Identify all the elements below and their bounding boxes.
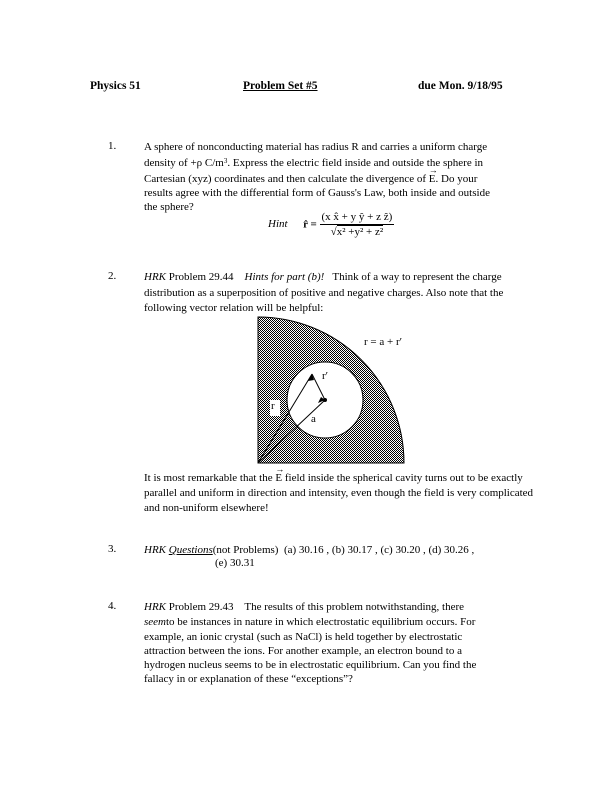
problem-4-line [144, 600, 464, 615]
label-r-prime: r′ [322, 370, 329, 382]
text: . Do your [435, 173, 478, 185]
problem-1-line [144, 172, 477, 187]
problem-3-number: 3. [108, 543, 117, 555]
problem-3-line: (e) 30.31 [215, 557, 255, 569]
hint-denominator: √x² +y² + z² [330, 226, 384, 238]
text: to be instances in nature in which electrostatic equilibrium occurs. For [166, 616, 476, 628]
problem-2-line: distribution as a superposition of positive and negative charges. Also note that the [144, 287, 504, 299]
cavity-center [323, 398, 327, 402]
text: It is most remarkable that the [144, 472, 276, 484]
source-label: HRK [144, 271, 166, 283]
label-r: r [271, 400, 275, 412]
problem-1-line: A sphere of nonconducting material has radius R and carries a uniform charge [144, 141, 488, 153]
problem-4-line: example, an ionic crystal (such as NaCl) is held together by electrostatic [144, 631, 463, 643]
vector-E: → E [429, 172, 436, 187]
problem-1-line: the sphere? [144, 201, 194, 213]
text: Think of a way to represent the charge [332, 271, 502, 283]
questions-link[interactable]: Questions [168, 544, 213, 556]
problem-4-line: hydrogen nucleus seems to be in electrostatic equilibrium. Can you find the [144, 659, 477, 671]
problem-1-number: 1. [108, 140, 117, 152]
problem-4-line [144, 615, 475, 630]
problem-2-line [144, 471, 523, 486]
problem-ref: Problem 29.44 [168, 271, 234, 283]
emphasis: seem [144, 616, 166, 628]
hint-formula [268, 210, 394, 239]
hint-fraction [320, 210, 395, 239]
problem-2-number: 2. [108, 270, 117, 282]
problem-1-line: results agree with the differential form of Gauss's Law, both inside and outside [144, 187, 490, 199]
page-title: Problem Set #5 [243, 80, 318, 92]
label-a: a [311, 413, 316, 425]
text: Cartesian (xyz) coordinates and then calculate the divergence of [144, 173, 429, 185]
source-label: HRK [144, 544, 166, 556]
superscript: 3 [223, 157, 228, 165]
hint-label: Hints for part (b)! [244, 271, 325, 283]
text: density of +ρ C/m [144, 157, 224, 169]
hint-lhs: r̂ = [303, 218, 317, 231]
problem-2-line: and non-uniform elsewhere! [144, 502, 269, 514]
text: field inside the spherical cavity turns out to be exactly [282, 472, 523, 484]
due-date: due Mon. 9/18/95 [418, 80, 503, 92]
problem-4-line: fallacy in or explanation of these “exceptions”? [144, 673, 353, 685]
text: . Express the electric field inside and outside the sphere in [227, 157, 484, 169]
problem-2-line: parallel and uniform in direction and intensity, even though the field is very complicated [144, 487, 534, 499]
problem-4-number: 4. [108, 600, 117, 612]
hint-label: Hint [268, 218, 288, 231]
vector-relation: r = a + r′ [364, 336, 403, 348]
problem-2-line [144, 270, 502, 285]
hint-numerator: (x x̂ + y ŷ + z ẑ) [321, 211, 393, 223]
note: (not Problems) [212, 544, 279, 556]
question-list: (a) 30.16 , (b) 30.17 , (c) 30.20 , (d) 30.26 , [283, 544, 475, 556]
course-name: Physics 51 [90, 80, 141, 92]
sqrt-content: x² +y² + z² [336, 226, 384, 238]
source-label: HRK [144, 601, 166, 613]
problem-ref: Problem 29.43 [168, 601, 234, 613]
vector-E: → E [275, 471, 282, 486]
text: The results of this problem notwithstanding, there [244, 601, 464, 613]
cavity-diagram [250, 310, 420, 470]
problem-3-line [144, 543, 474, 558]
problem-2-line: following vector relation will be helpful: [144, 302, 324, 314]
problem-4-line: attraction between the ions. For another example, an electron bound to a [144, 645, 462, 657]
